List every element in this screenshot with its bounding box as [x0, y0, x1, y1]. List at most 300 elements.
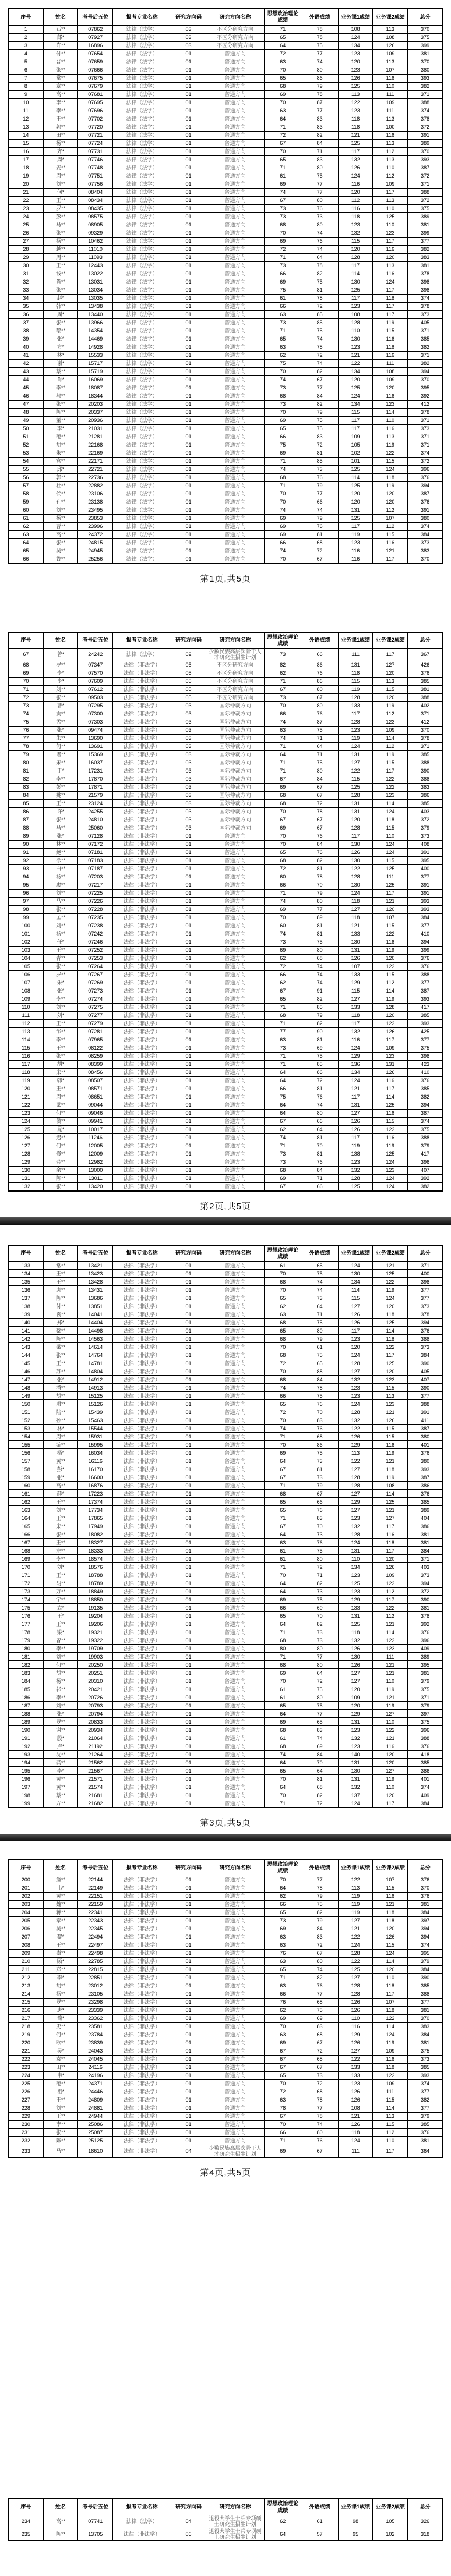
cell: 01 — [171, 2047, 206, 2055]
cell: 127 — [373, 1514, 408, 1522]
cell: 普通方向 — [206, 400, 264, 408]
cell: 普通方向 — [206, 1514, 264, 1522]
cell: 法律（非法学） — [113, 1693, 171, 1702]
table-row — [8, 1547, 443, 1555]
cell: 69 — [265, 783, 301, 791]
cell: 17231 — [78, 767, 113, 775]
cell: 403 — [408, 1563, 443, 1571]
cell: 李* — [43, 1973, 78, 1982]
cell: 160 — [8, 1482, 43, 1490]
cell: 16116 — [78, 1457, 113, 1465]
cell: 国际仲裁方向 — [206, 710, 264, 718]
cell: 142 — [8, 1335, 43, 1343]
cell: 罗** — [43, 661, 78, 669]
cell: 72 — [265, 2088, 301, 2096]
cell: 192 — [8, 1742, 43, 1751]
cell: 377 — [408, 2088, 443, 2096]
cell: 孙** — [43, 1416, 78, 1425]
cell: 退役大学生士兵专项硕士研究生招生计划 — [206, 2528, 264, 2540]
cell: 74 — [301, 506, 338, 514]
cell: 64 — [265, 1101, 301, 1109]
cell: 17734 — [78, 1506, 113, 1514]
cell: 67 — [265, 196, 301, 204]
cell: 82 — [301, 1579, 338, 1588]
cell: 75 — [301, 41, 338, 49]
cell: 216 — [8, 2006, 43, 2014]
cell: 01 — [171, 1522, 206, 1530]
cell: 123 — [373, 1645, 408, 1653]
cell: 387 — [408, 1425, 443, 1433]
table-row — [8, 1693, 443, 1702]
cell: 李** — [43, 384, 78, 392]
cell: 133 — [8, 1262, 43, 1270]
table-row — [8, 1286, 443, 1294]
cell: 119 — [373, 1142, 408, 1150]
cell: 117 — [373, 188, 408, 196]
cell: 法律（非法学） — [113, 1052, 171, 1060]
cell: 01 — [171, 416, 206, 424]
cell: 65 — [265, 1965, 301, 1973]
cell: 67 — [8, 649, 43, 661]
cell: 01 — [171, 1612, 206, 1620]
cell: 381 — [408, 2006, 443, 2014]
cell: 15719 — [78, 367, 113, 375]
cell: 71 — [265, 1482, 301, 1490]
cell: 01 — [171, 424, 206, 433]
cell: 01 — [171, 2088, 206, 2096]
cell: 法律（非法学） — [113, 669, 171, 677]
cell: 01 — [171, 318, 206, 327]
cell: 法律（非法学） — [113, 1876, 171, 1884]
cell: 38 — [8, 327, 43, 335]
cell: 123 — [338, 49, 373, 58]
cell: 国际仲裁方向 — [206, 767, 264, 775]
cell: 普通方向 — [206, 1685, 264, 1693]
table-row — [8, 889, 443, 897]
cell: 46 — [8, 392, 43, 400]
cell: 115 — [373, 1884, 408, 1892]
cell: 法律（法学） — [113, 261, 171, 270]
cell: 08507 — [78, 1076, 113, 1085]
cell: 124 — [338, 1799, 373, 1808]
cell: 普通方向 — [206, 530, 264, 538]
cell: 78 — [301, 1384, 338, 1392]
cell: 18333 — [78, 1547, 113, 1555]
cell: 11093 — [78, 253, 113, 261]
cell: 126 — [373, 41, 408, 49]
cell: 普通方向 — [206, 58, 264, 66]
cell: 378 — [408, 270, 443, 278]
cell: 127 — [338, 1677, 373, 1685]
column-header: 姓名 — [43, 9, 78, 25]
cell: 王** — [43, 196, 78, 204]
cell: 法律（法学） — [113, 392, 171, 400]
cell: 国际仲裁方向 — [206, 701, 264, 710]
cell: 付** — [43, 49, 78, 58]
cell: 普通方向 — [206, 245, 264, 253]
cell: 普通方向 — [206, 1449, 264, 1457]
cell: 72 — [301, 2079, 338, 2088]
cell: 70 — [265, 367, 301, 375]
cell: 普通方向 — [206, 1482, 264, 1490]
cell: 126 — [338, 2096, 373, 2104]
cell: 16876 — [78, 1482, 113, 1490]
cell: 15463 — [78, 1416, 113, 1425]
table-row — [8, 188, 443, 196]
cell: 13421 — [78, 1262, 113, 1270]
cell: 208 — [8, 1941, 43, 1949]
cell: 112 — [373, 172, 408, 180]
cell: 法律（非法学） — [113, 2079, 171, 2088]
cell: 01 — [171, 2136, 206, 2145]
cell: 法律（法学） — [113, 351, 171, 359]
column-header: 研究方向名称 — [206, 9, 264, 25]
cell: 391 — [408, 131, 443, 139]
cell: 张** — [43, 905, 78, 913]
table-row — [8, 1759, 443, 1767]
cell: 119 — [373, 481, 408, 490]
cell: 少数民族高层次骨干人才研究生招生计划 — [206, 649, 264, 661]
cell: 139 — [8, 1310, 43, 1319]
table-row — [8, 1702, 443, 1710]
cell: 法律（法学） — [113, 424, 171, 433]
cell: 胡* — [43, 1060, 78, 1068]
cell: 01 — [171, 1060, 206, 1068]
table-row — [8, 1351, 443, 1359]
cell: 370 — [408, 25, 443, 33]
cell: 127 — [338, 759, 373, 767]
cell: 法律（非法学） — [113, 661, 171, 669]
cell: 64 — [8, 538, 43, 547]
table-row — [8, 710, 443, 718]
cell: 法律（非法学） — [113, 1799, 171, 1808]
cell: 120 — [373, 498, 408, 506]
cell: 125 — [338, 465, 373, 473]
cell: 127 — [373, 1767, 408, 1775]
cell: 67 — [301, 816, 338, 824]
cell: 法律（非法学） — [113, 1093, 171, 1101]
cell: 109 — [373, 49, 408, 58]
cell: 03 — [171, 750, 206, 759]
cell: 普通方向 — [206, 90, 264, 98]
table-row — [8, 384, 443, 392]
cell: 法律（法学） — [113, 498, 171, 506]
cell: 385 — [408, 2063, 443, 2071]
cell: 09474 — [78, 726, 113, 734]
cell: 79 — [301, 1916, 338, 1925]
cell: 75 — [301, 1449, 338, 1457]
page-separator — [0, 1834, 451, 1841]
cell: 68 — [265, 473, 301, 481]
cell: 400 — [408, 864, 443, 873]
cell: 03 — [171, 41, 206, 49]
cell: 01 — [171, 1677, 206, 1685]
cell: 法律（非法学） — [113, 1514, 171, 1522]
cell: 115 — [373, 856, 408, 864]
score-table-page-4 — [8, 1859, 443, 2158]
cell: 01 — [171, 229, 206, 237]
cell: 李** — [43, 1555, 78, 1563]
cell: 73 — [265, 384, 301, 392]
cell: 白** — [43, 864, 78, 873]
cell: 01 — [171, 1620, 206, 1628]
cell: 曾** — [43, 1636, 78, 1645]
cell: 61 — [265, 1685, 301, 1693]
cell: 65 — [265, 2071, 301, 2079]
cell: 117 — [338, 832, 373, 840]
table-row — [8, 1563, 443, 1571]
cell: 01 — [171, 1019, 206, 1027]
table-row — [8, 701, 443, 710]
cell: 82 — [301, 1973, 338, 1982]
cell: 67 — [265, 2063, 301, 2071]
table-row — [8, 922, 443, 930]
cell: 121 — [373, 1408, 408, 1416]
cell: 64 — [265, 1759, 301, 1767]
cell: 122 — [373, 1278, 408, 1286]
cell: 63 — [8, 530, 43, 538]
cell: 123 — [338, 221, 373, 229]
column-header: 总分 — [408, 1245, 443, 1262]
cell: 40 — [8, 343, 43, 351]
cell: 65 — [265, 1294, 301, 1302]
cell: 法律（法学） — [113, 25, 171, 33]
cell: 121 — [338, 922, 373, 930]
cell: 63 — [265, 107, 301, 115]
cell: 07862 — [78, 25, 113, 33]
score-table-page-1 — [8, 8, 443, 564]
cell: 01 — [171, 1734, 206, 1742]
cell: 73 — [265, 1044, 301, 1052]
cell: 杨** — [43, 139, 78, 147]
table-row — [8, 335, 443, 343]
page-3 — [0, 1225, 451, 1829]
cell: 15544 — [78, 1425, 113, 1433]
cell: 129 — [8, 1158, 43, 1166]
cell: 116 — [373, 392, 408, 400]
cell: 73 — [265, 1916, 301, 1925]
cell: 407 — [408, 1376, 443, 1384]
cell: 64 — [265, 1620, 301, 1628]
cell: 03 — [171, 701, 206, 710]
cell: 08122 — [78, 1044, 113, 1052]
cell: 69 — [265, 522, 301, 530]
cell: 不区分研究方向 — [206, 677, 264, 685]
cell: 匡** — [43, 913, 78, 922]
cell: 70 — [265, 498, 301, 506]
cell: 普通方向 — [206, 995, 264, 1003]
cell: 77 — [301, 188, 338, 196]
cell: 国际仲裁方向 — [206, 718, 264, 726]
cell: 86 — [301, 677, 338, 685]
cell: 法律（法学） — [113, 253, 171, 261]
cell: 113 — [373, 25, 408, 33]
cell: 黎* — [43, 1933, 78, 1941]
cell: 398 — [408, 1278, 443, 1286]
cell: 42 — [8, 359, 43, 367]
cell: 75 — [8, 718, 43, 726]
cell: 法律（非法学） — [113, 1783, 171, 1791]
cell: 29 — [8, 253, 43, 261]
cell: 110 — [373, 1783, 408, 1791]
cell: 01 — [171, 245, 206, 253]
cell: 67 — [265, 987, 301, 995]
cell: 63 — [265, 1036, 301, 1044]
cell: 82 — [301, 856, 338, 864]
cell: 13 — [8, 123, 43, 131]
cell: 124 — [373, 848, 408, 856]
cell: 22494 — [78, 1933, 113, 1941]
cell: 115 — [373, 1384, 408, 1392]
cell: 72 — [265, 1359, 301, 1367]
cell: 61 — [265, 172, 301, 180]
cell: 01 — [171, 1579, 206, 1588]
cell: 法律（法学） — [113, 310, 171, 318]
cell: 普通方向 — [206, 1174, 264, 1182]
cell: 不区分研究方向 — [206, 669, 264, 677]
cell: 11010 — [78, 245, 113, 253]
cell: 法律（非法学） — [113, 2128, 171, 2136]
cell: 75 — [301, 1052, 338, 1060]
cell: 72 — [301, 1799, 338, 1808]
cell: 法律（非法学） — [113, 1933, 171, 1941]
cell: 120 — [338, 188, 373, 196]
cell: 391 — [408, 889, 443, 897]
cell: 马** — [43, 2145, 78, 2157]
cell: 70 — [265, 913, 301, 922]
cell: 78 — [8, 742, 43, 750]
table-row — [8, 1751, 443, 1759]
cell: 林* — [43, 351, 78, 359]
cell: 01 — [171, 1158, 206, 1166]
cell: 370 — [408, 726, 443, 734]
cell: 22171 — [78, 457, 113, 465]
cell: 67 — [265, 1522, 301, 1530]
cell: 法律（非法学） — [113, 750, 171, 759]
cell: 119 — [338, 1908, 373, 1916]
cell: 118 — [373, 294, 408, 302]
cell: 普通方向 — [206, 1011, 264, 1019]
cell: 71 — [265, 327, 301, 335]
cell: 115 — [373, 759, 408, 767]
cell: 徐** — [43, 856, 78, 864]
cell: 法律（法学） — [113, 98, 171, 107]
cell: 120 — [373, 253, 408, 261]
cell: 07279 — [78, 1019, 113, 1027]
cell: 张** — [43, 1052, 78, 1060]
cell: 66 — [301, 1117, 338, 1125]
cell: 08435 — [78, 204, 113, 212]
cell: 119 — [373, 1775, 408, 1783]
column-header: 外语成绩 — [301, 2499, 338, 2515]
cell: 84 — [301, 775, 338, 783]
cell: 任* — [43, 938, 78, 946]
cell: 126 — [338, 1998, 373, 2006]
cell: 普通方向 — [206, 938, 264, 946]
cell: 187 — [8, 1702, 43, 1710]
cell: 113 — [373, 155, 408, 164]
cell: 133 — [338, 1003, 373, 1011]
cell: 01 — [171, 987, 206, 995]
cell: 法律（非法学） — [113, 922, 171, 930]
cell: 法律（非法学） — [113, 2071, 171, 2079]
cell: 法律（非法学） — [113, 1884, 171, 1892]
cell: 胡** — [43, 1982, 78, 1990]
cell: 21571 — [78, 1775, 113, 1783]
cell: 01 — [171, 2096, 206, 2104]
cell: 01 — [171, 1661, 206, 1669]
cell: 378 — [408, 408, 443, 416]
cell: 22159 — [78, 1900, 113, 1908]
cell: 380 — [408, 66, 443, 74]
cell: 190 — [8, 1726, 43, 1734]
column-header: 报考专业名称 — [113, 9, 171, 25]
cell: 黎** — [43, 327, 78, 335]
table-row — [8, 734, 443, 742]
cell: 蔡** — [43, 1791, 78, 1799]
cell: 法律（非法学） — [113, 1278, 171, 1286]
cell: 107 — [373, 514, 408, 522]
cell: 78 — [265, 2104, 301, 2112]
cell: 申* — [43, 2071, 78, 2079]
cell: 71 — [265, 1514, 301, 1522]
cell: 115 — [338, 775, 373, 783]
cell: 法律（非法学） — [113, 1941, 171, 1949]
cell: 13428 — [78, 1278, 113, 1286]
cell: 386 — [408, 1767, 443, 1775]
table-row — [8, 2515, 443, 2528]
cell: 普通方向 — [206, 1734, 264, 1742]
cell: 69 — [265, 1718, 301, 1726]
cell: 法律（非法学） — [113, 1742, 171, 1751]
cell: 普通方向 — [206, 1425, 264, 1433]
cell: 肖* — [43, 375, 78, 384]
cell: 228 — [8, 2104, 43, 2112]
cell: 袁* — [43, 1604, 78, 1612]
table-row — [8, 726, 443, 734]
cell: 71 — [265, 1653, 301, 1661]
cell: 119 — [373, 1702, 408, 1710]
cell: 普通方向 — [206, 1751, 264, 1759]
cell: 17865 — [78, 1514, 113, 1522]
cell: 128 — [338, 253, 373, 261]
cell: 73 — [301, 1294, 338, 1302]
column-header: 报考专业名称 — [113, 2499, 171, 2515]
cell: 法律（非法学） — [113, 1441, 171, 1449]
table-row — [8, 2031, 443, 2039]
cell: 133 — [338, 970, 373, 979]
cell: 法律（非法学） — [113, 2088, 171, 2096]
cell: 龚** — [43, 1158, 78, 1166]
table-row — [8, 1449, 443, 1457]
cell: 114 — [373, 1628, 408, 1636]
cell: 74 — [301, 335, 338, 343]
cell: 121 — [373, 1693, 408, 1702]
cell: 普通方向 — [206, 433, 264, 441]
cell: 普通方向 — [206, 196, 264, 204]
table-row — [8, 375, 443, 384]
cell: 01 — [171, 522, 206, 530]
table-row — [8, 1003, 443, 1011]
cell: 肖** — [43, 278, 78, 286]
cell: 法律（非法学） — [113, 1117, 171, 1125]
cell: 101 — [8, 930, 43, 938]
cell: 法律（非法学） — [113, 1498, 171, 1506]
table-row — [8, 1677, 443, 1685]
cell: 115 — [373, 1425, 408, 1433]
cell: 普通方向 — [206, 905, 264, 913]
cell: 3 — [8, 41, 43, 49]
